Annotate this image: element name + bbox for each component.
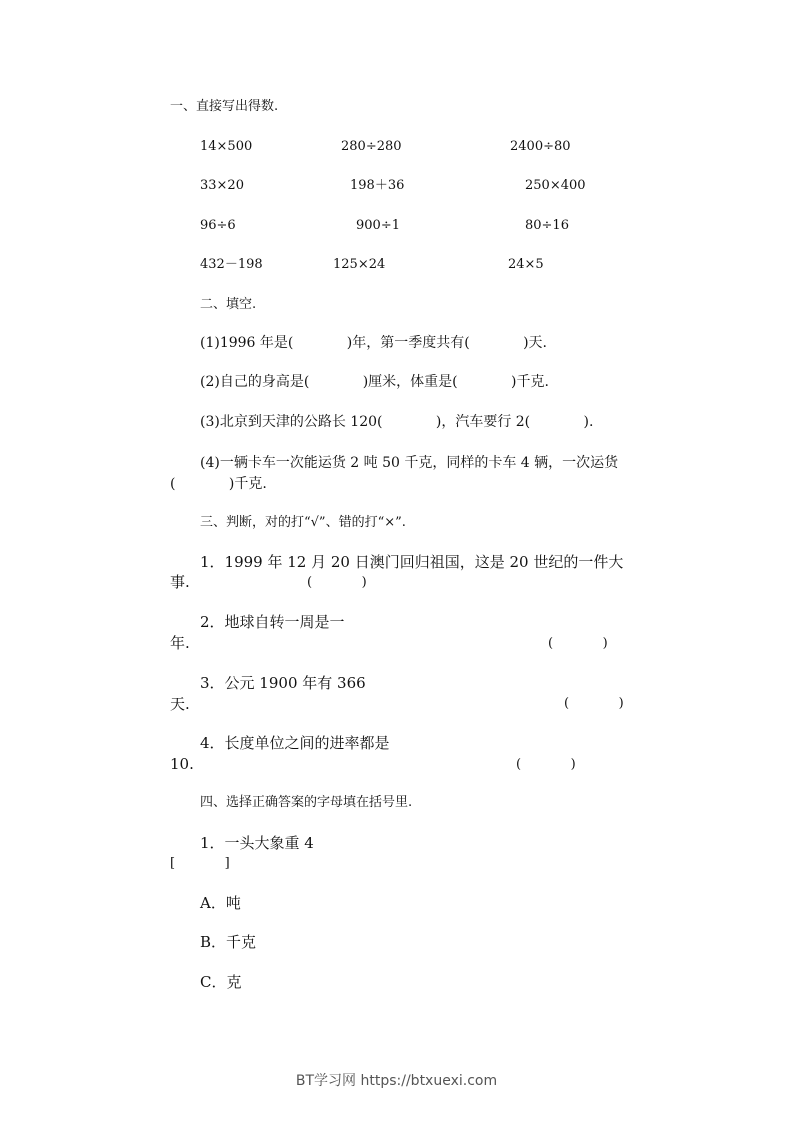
judge-item-1-answer: ( ) <box>307 575 367 590</box>
arith-item: 14×500 <box>200 139 253 154</box>
arith-item: 125×24 <box>333 257 386 272</box>
arith-item: 250×400 <box>525 178 586 193</box>
section-1-heading: 一、直接写出得数. <box>170 99 279 114</box>
fill-question-4-line2: ( )千克. <box>170 476 267 492</box>
arith-item: 80÷16 <box>525 218 569 233</box>
arith-item: 96÷6 <box>200 218 236 233</box>
choice-option-a: A．吨 <box>200 894 241 912</box>
arith-item: 432－198 <box>200 257 263 272</box>
judge-item-2-line2: 年. <box>170 634 190 652</box>
judge-item-4-line2: 10. <box>170 755 194 773</box>
arith-item: 33×20 <box>200 178 244 193</box>
choice-question-1: 1．一头大象重 4 <box>200 834 314 852</box>
choice-answer-bracket: [ ] <box>170 856 230 871</box>
judge-item-4-line1: 4．长度单位之间的进率都是 <box>200 734 390 752</box>
judge-item-2-answer: ( ) <box>548 636 608 651</box>
fill-question-2: (2)自己的身高是( )厘米，体重是( )千克. <box>200 374 549 390</box>
fill-question-1: (1)1996 年是( )年，第一季度共有( )天. <box>200 335 548 351</box>
section-2-heading: 二、填空. <box>200 297 257 312</box>
judge-item-3-answer: ( ) <box>564 696 624 711</box>
judge-item-1-line1: 1．1999 年 12 月 20 日澳门回归祖国，这是 20 世纪的一件大 <box>200 553 624 571</box>
arith-item: 198＋36 <box>350 178 405 193</box>
judge-item-2-line1: 2．地球自转一周是一 <box>200 613 345 631</box>
fill-question-3: (3)北京到天津的公路长 120( )，汽车要行 2( ). <box>200 414 594 430</box>
judge-item-3-line1: 3．公元 1900 年有 366 <box>200 674 366 692</box>
section-4-heading: 四、选择正确答案的字母填在括号里. <box>200 795 413 810</box>
arith-item: 2400÷80 <box>510 139 571 154</box>
judge-item-3-line2: 天. <box>170 695 190 713</box>
arith-item: 280÷280 <box>341 139 402 154</box>
arith-item: 900÷1 <box>356 218 400 233</box>
arith-item: 24×5 <box>508 257 544 272</box>
judge-item-4-answer: ( ) <box>516 757 576 772</box>
fill-question-4-line1: (4)一辆卡车一次能运货 2 吨 50 千克，同样的卡车 4 辆，一次运货 <box>200 455 619 471</box>
judge-item-1-line2: 事. <box>170 573 190 591</box>
section-3-heading: 三、判断，对的打“√”、错的打“×”. <box>200 515 406 530</box>
choice-option-c: C．克 <box>200 973 242 991</box>
site-footer: BT学习网 https://btxuexi.com <box>295 1073 498 1089</box>
choice-option-b: B．千克 <box>200 933 257 951</box>
